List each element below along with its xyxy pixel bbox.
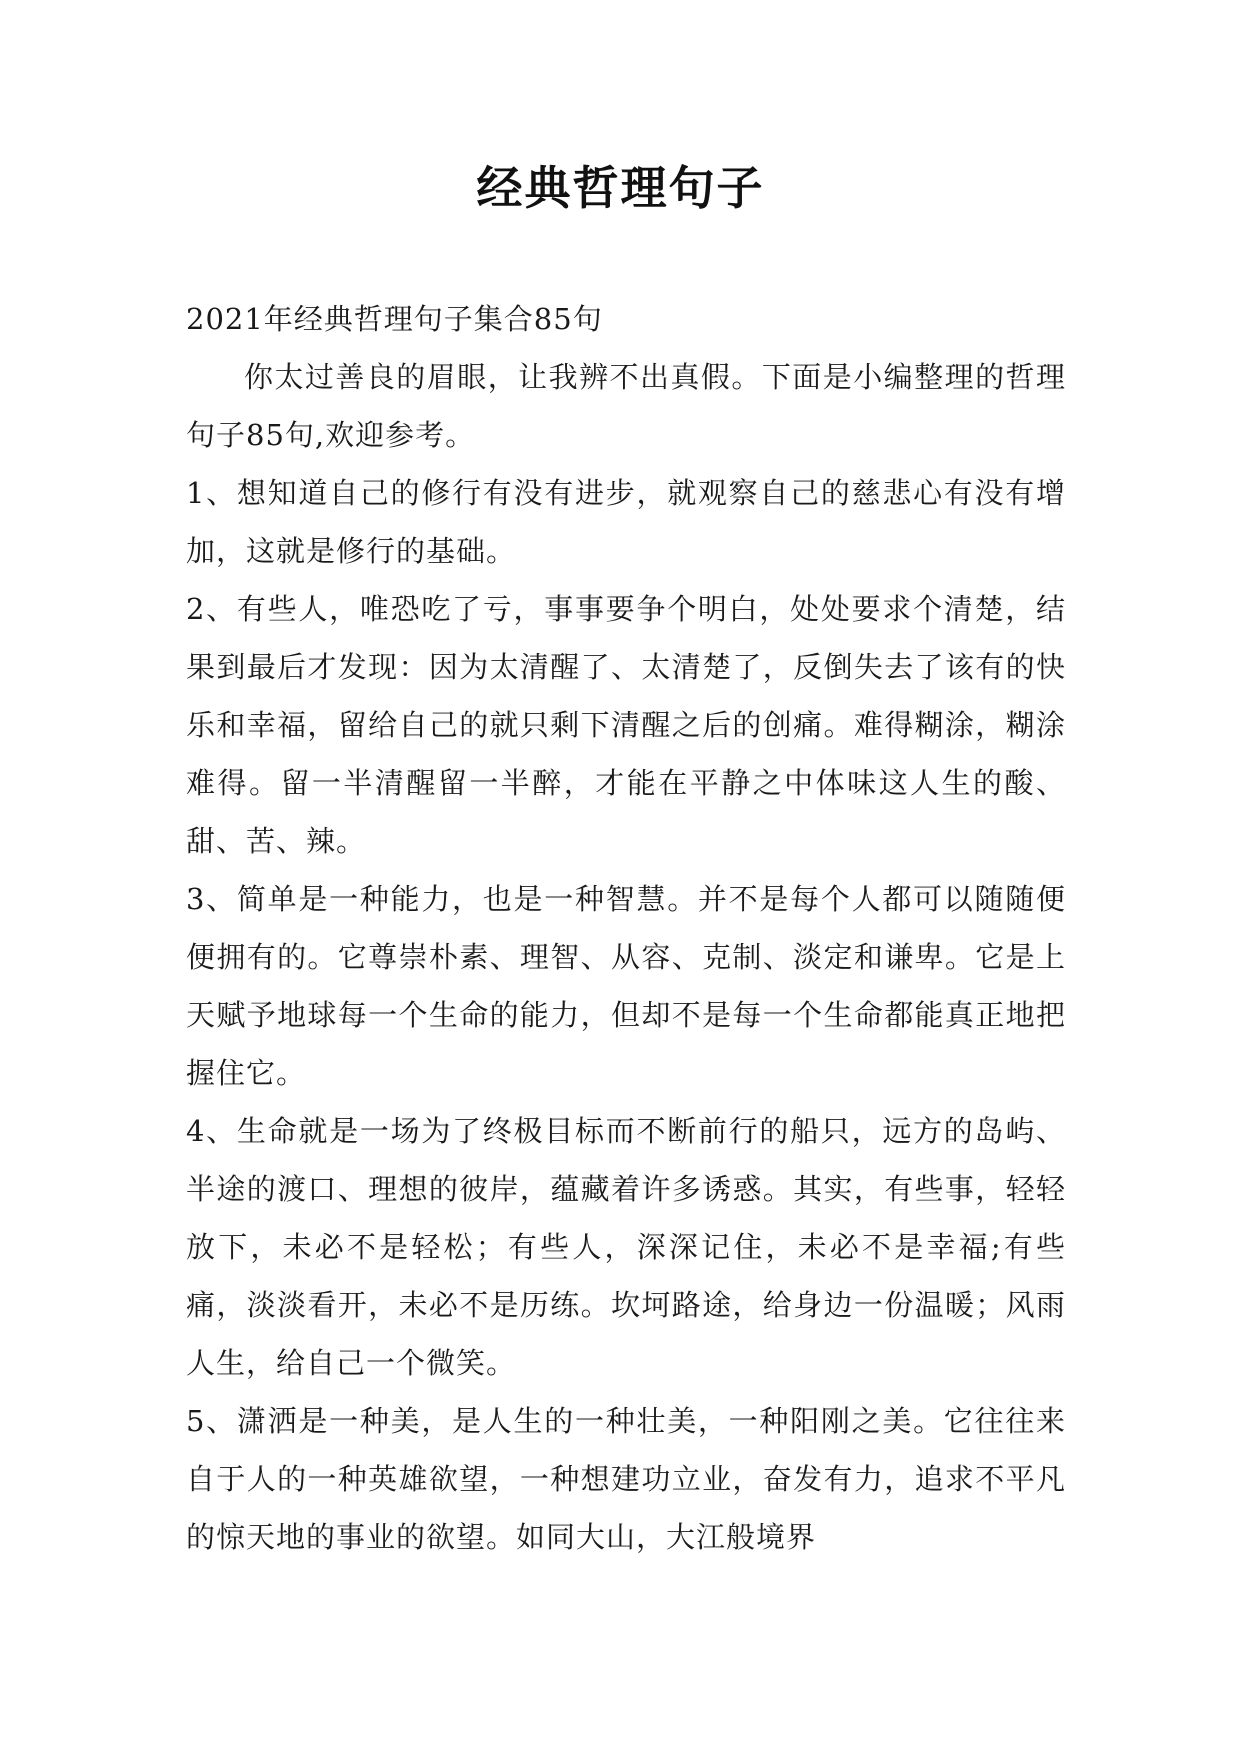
sentence-item-1: 1、想知道自己的修行有没有进步，就观察自己的慈悲心有没有增加，这就是修行的基础。 <box>186 476 1066 568</box>
document-body <box>186 290 1066 1566</box>
document-title: 经典哲理句子 <box>476 161 765 215</box>
sentence-item-4: 4、生命就是一场为了终极目标而不断前行的船只，远方的岛屿、半途的渡口、理想的彼岸，蕴藏着许多诱惑。其实，有些事，轻轻放下，未必不是轻松；有些人，深深记住，未必不是幸福;有些痛，淡淡看开，未必不是历练。坎坷路途，给身边一份温暖；风雨人生，给自己一个微笑。 <box>186 1114 1066 1380</box>
sentence-item-3: 3、简单是一种能力，也是一种智慧。并不是每个人都可以随随便便拥有的。它尊崇朴素、理智、从容、克制、淡定和谦卑。它是上天赋予地球每一个生命的能力，但却不是每一个生命都能真正地把握住它。 <box>186 882 1066 1090</box>
sentence-item-2: 2、有些人，唯恐吃了亏，事事要争个明白，处处要求个清楚，结果到最后才发现：因为太清醒了、太清楚了，反倒失去了该有的快乐和幸福，留给自己的就只剩下清醒之后的创痛。难得糊涂，糊涂难得。留一半清醒留一半醉，才能在平静之中体味这人生的酸、甜、苦、辣。 <box>186 592 1066 858</box>
intro-paragraph: 你太过善良的眉眼，让我辨不出真假。下面是小编整理的哲理句子85句,欢迎参考。 <box>186 360 1066 452</box>
sentence-item-5: 5、潇洒是一种美，是人生的一种壮美，一种阳刚之美。它往往来自于人的一种英雄欲望，一种想建功立业，奋发有力，追求不平凡的惊天地的事业的欲望。如同大山，大江般境界 <box>186 1404 1066 1554</box>
subtitle-line: 2021年经典哲理句子集合85句 <box>186 302 603 336</box>
